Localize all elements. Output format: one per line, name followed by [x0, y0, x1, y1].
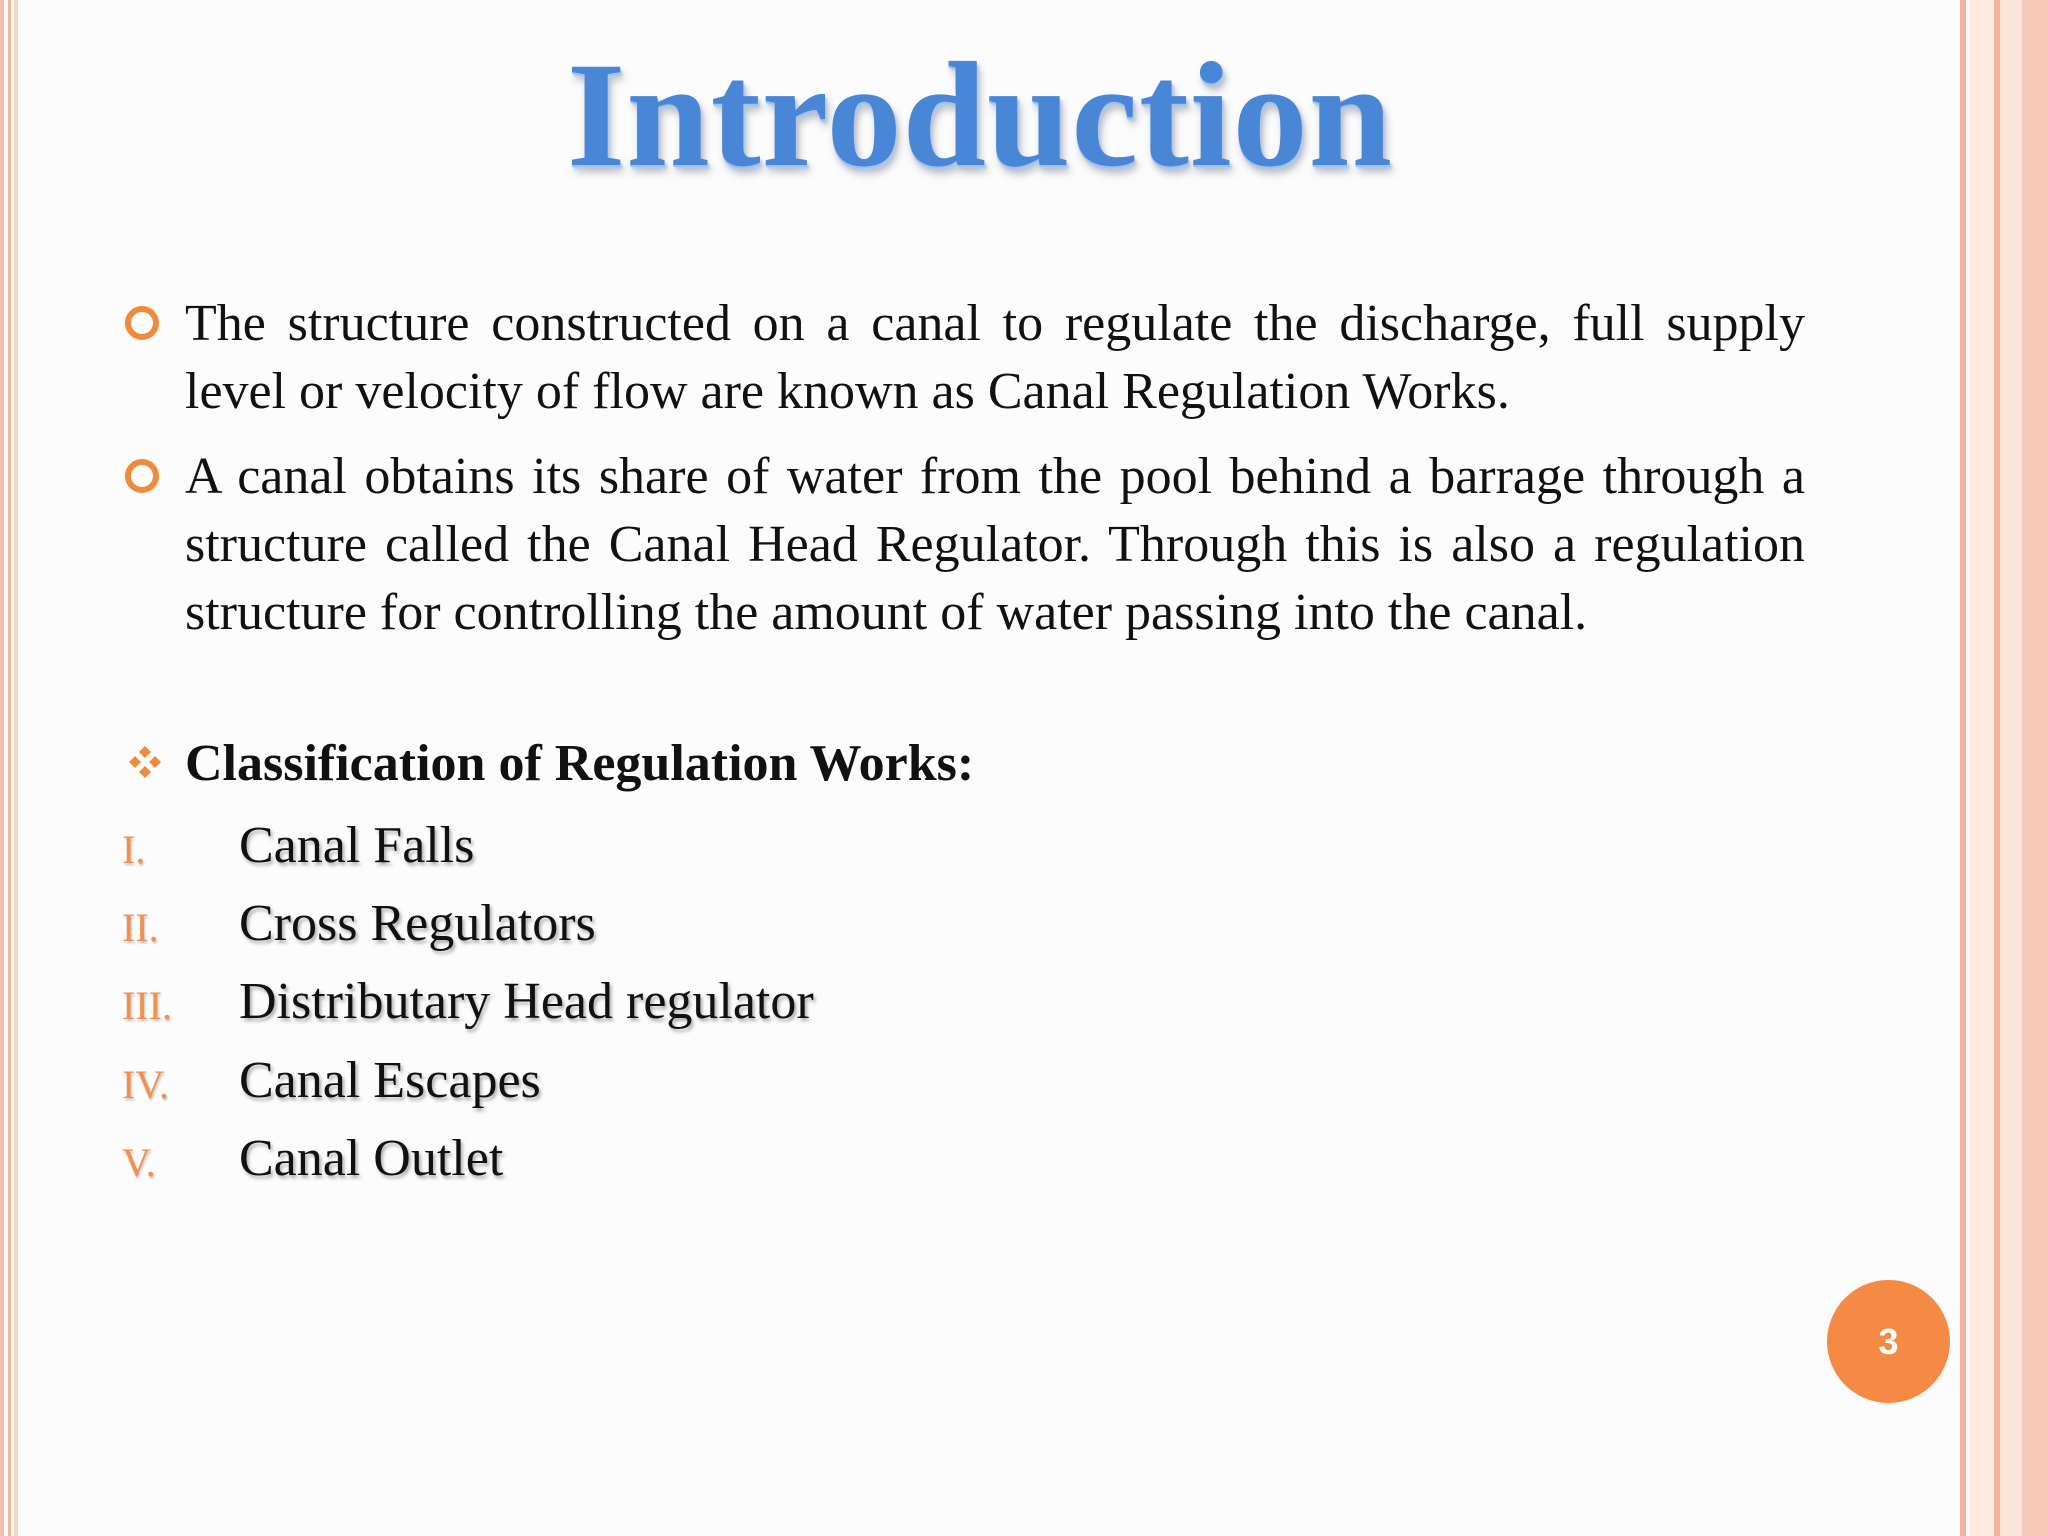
subheading-row	[125, 730, 1525, 800]
right-border-stripe	[1960, 0, 1966, 1536]
list-item-text: Distributary Head regulator	[239, 973, 814, 1030]
list-item-text: Canal Escapes	[239, 1052, 541, 1109]
list-item	[122, 1125, 1322, 1195]
bullet-text: The structure constructed on a canal to regulate the discharge, full supply level or velocity of flow are known as Canal Regulation Works.	[185, 295, 1805, 420]
list-numeral: V.	[122, 1140, 156, 1185]
left-border-stripe	[14, 0, 18, 1536]
diamond-bullet-icon	[125, 742, 165, 782]
classification-heading: Classification of Regulation Works:	[185, 735, 975, 792]
ring-bullet-icon	[125, 459, 159, 493]
slide-title: Introduction	[566, 32, 1394, 198]
bullet-text: A canal obtains its share of water from the pool behind a barrage through a structure called the Canal Head Regulator. Through this is also a regulation structure for controlling the amount of water passing into the canal.	[185, 448, 1805, 641]
list-item-text: Canal Falls	[239, 817, 475, 874]
list-item	[122, 812, 1322, 882]
ring-bullet-icon	[125, 306, 159, 340]
right-border-stripe	[1970, 0, 1994, 1536]
page-number-badge: 3	[1827, 1280, 1950, 1403]
list-numeral: III.	[122, 983, 172, 1028]
right-border-stripe	[2022, 0, 2048, 1536]
left-border-stripe	[8, 0, 11, 1536]
list-numeral: IV.	[122, 1062, 170, 1107]
left-border-stripe	[0, 0, 4, 1536]
list-item	[122, 968, 1322, 1038]
list-item-text: Canal Outlet	[239, 1130, 504, 1187]
list-item-text: Cross Regulators	[239, 895, 596, 952]
list-numeral: I.	[122, 827, 146, 872]
list-item	[122, 1047, 1322, 1117]
list-item	[122, 890, 1322, 960]
right-border-stripe	[2000, 0, 2022, 1536]
list-numeral: II.	[122, 905, 159, 950]
